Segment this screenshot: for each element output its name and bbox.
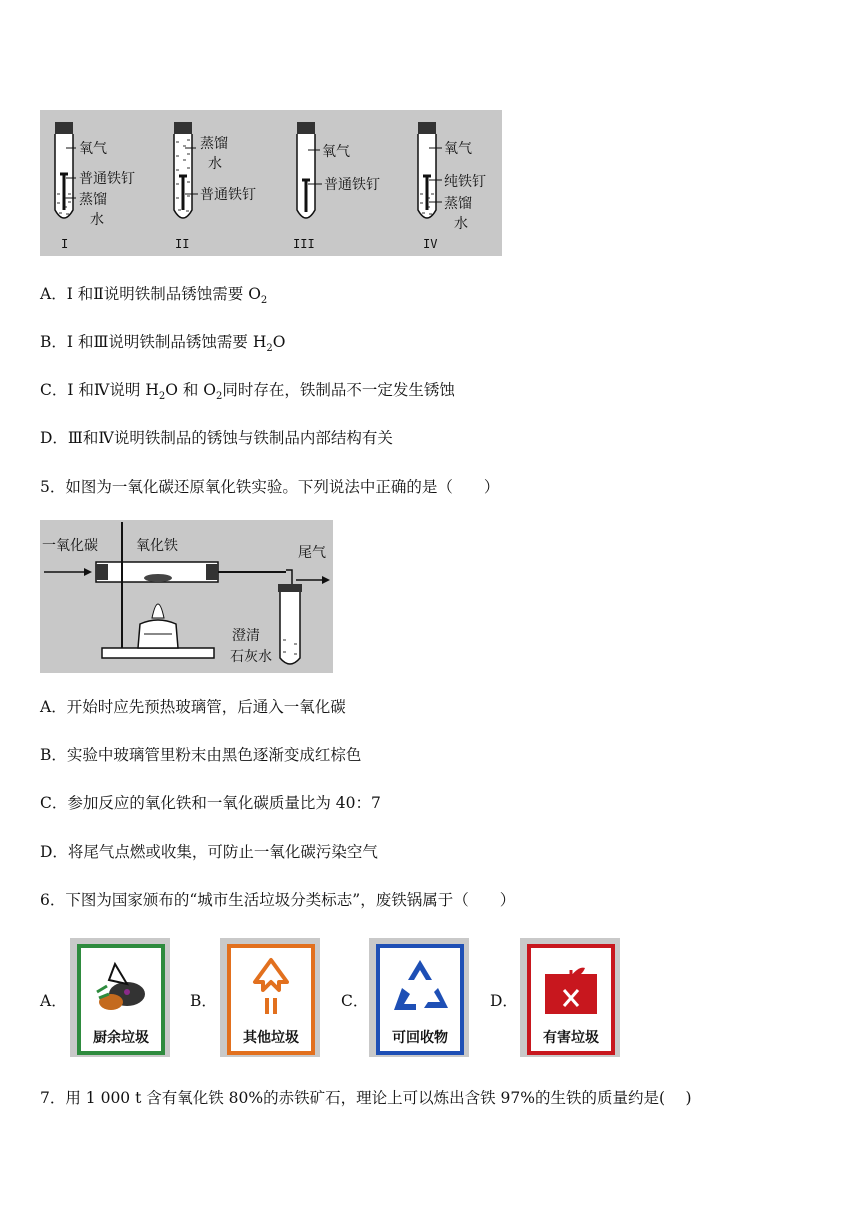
q5-stem: 5．如图为一氧化碳还原氧化铁实验。下列说法中正确的是（ ）	[40, 478, 500, 496]
tube-3	[297, 122, 322, 218]
other-waste-icon	[237, 954, 305, 1020]
tube2-roman: II	[175, 237, 190, 251]
apparatus-figure	[40, 520, 333, 673]
label-limewater-2: 石灰水	[230, 649, 272, 665]
q5-option-b[interactable]: B．实验中玻璃管里粉末由黑色逐渐变成红棕色	[40, 746, 362, 764]
kitchen-waste-frame	[77, 944, 165, 1055]
tube1-label-water2: 水	[90, 212, 104, 228]
test-tubes-figure	[40, 110, 502, 256]
tube3-roman: III	[293, 237, 315, 251]
q7-stem: 7．用 1 000 t 含有氧化铁 80%的赤铁矿石，理论上可以炼出含铁 97%的生铁的质量约是( )	[40, 1089, 692, 1107]
tube4-label-water1: 蒸馏	[444, 196, 472, 212]
q6-option-b-sign[interactable]	[220, 938, 320, 1057]
tube3-label-oxygen: 氧气	[322, 144, 350, 160]
q6-option-a-sign[interactable]	[70, 938, 170, 1057]
tube2-label-water2: 水	[208, 156, 222, 172]
label-fe2o3: 氧化铁	[136, 538, 178, 554]
q6-stem: 6．下图为国家颁布的“城市生活垃圾分类标志”，废铁锅属于（ ）	[40, 891, 516, 909]
q6-option-d-letter[interactable]: D．	[490, 992, 518, 1010]
q4-option-c[interactable]: C．I 和Ⅳ说明 $H_2O$ 和 $O_2$同时存在，铁制品不一定发生锈蚀	[40, 381, 455, 403]
recycle-icon	[386, 954, 454, 1020]
tube1-label-oxygen: 氧气	[79, 141, 107, 157]
tube2-label-water1: 蒸馏	[200, 136, 228, 152]
hazardous-label: 有害垃圾	[543, 1030, 599, 1046]
tube3-label-nail: 普通铁钉	[324, 177, 380, 193]
tube4-roman: IV	[423, 237, 438, 251]
q6-option-c-letter[interactable]: C．	[341, 992, 369, 1010]
q5-option-c[interactable]: C．参加反应的氧化铁和一氧化碳质量比为 40：7	[40, 794, 381, 812]
q6-option-b-letter[interactable]: B．	[190, 992, 217, 1010]
label-co: 一氧化碳	[42, 538, 98, 554]
q6-option-a-letter[interactable]: A．	[40, 992, 67, 1010]
other-waste-frame	[227, 944, 315, 1055]
recyclable-frame	[376, 944, 464, 1055]
tube1-label-water1: 蒸馏	[79, 192, 107, 208]
kitchen-waste-icon	[87, 954, 155, 1020]
q4-option-a[interactable]: A．I 和Ⅱ说明铁制品锈蚀需要 $O_2$	[40, 285, 268, 307]
tube2-label-nail: 普通铁钉	[200, 187, 256, 203]
q4-option-b[interactable]: B．I 和Ⅲ说明铁制品锈蚀需要 $H_2O$	[40, 333, 286, 355]
tube4-label-nail: 纯铁钉	[444, 174, 486, 190]
q6-option-d-sign[interactable]	[520, 938, 620, 1057]
q5-option-d[interactable]: D．将尾气点燃或收集，可防止一氧化碳污染空气	[40, 843, 378, 861]
tube-2	[174, 122, 198, 218]
hazardous-frame	[527, 944, 615, 1055]
kitchen-waste-label: 厨余垃圾	[93, 1030, 149, 1046]
recyclable-label: 可回收物	[392, 1030, 448, 1046]
q4-option-d[interactable]: D．Ⅲ和Ⅳ说明铁制品的锈蚀与铁制品内部结构有关	[40, 429, 393, 447]
label-limewater-1: 澄清	[232, 628, 260, 644]
q6-option-c-sign[interactable]	[369, 938, 469, 1057]
q5-option-a[interactable]: A．开始时应先预热玻璃管，后通入一氧化碳	[40, 698, 346, 716]
tube4-label-water2: 水	[454, 216, 468, 232]
hazardous-icon	[537, 954, 605, 1020]
tube1-label-nail: 普通铁钉	[79, 171, 135, 187]
tube1-roman: I	[61, 237, 69, 251]
label-tail-gas: 尾气	[298, 545, 326, 561]
tube-1	[55, 122, 76, 218]
tube-4	[418, 122, 442, 218]
other-waste-label: 其他垃圾	[243, 1030, 299, 1046]
tube4-label-oxygen: 氧气	[444, 141, 472, 157]
